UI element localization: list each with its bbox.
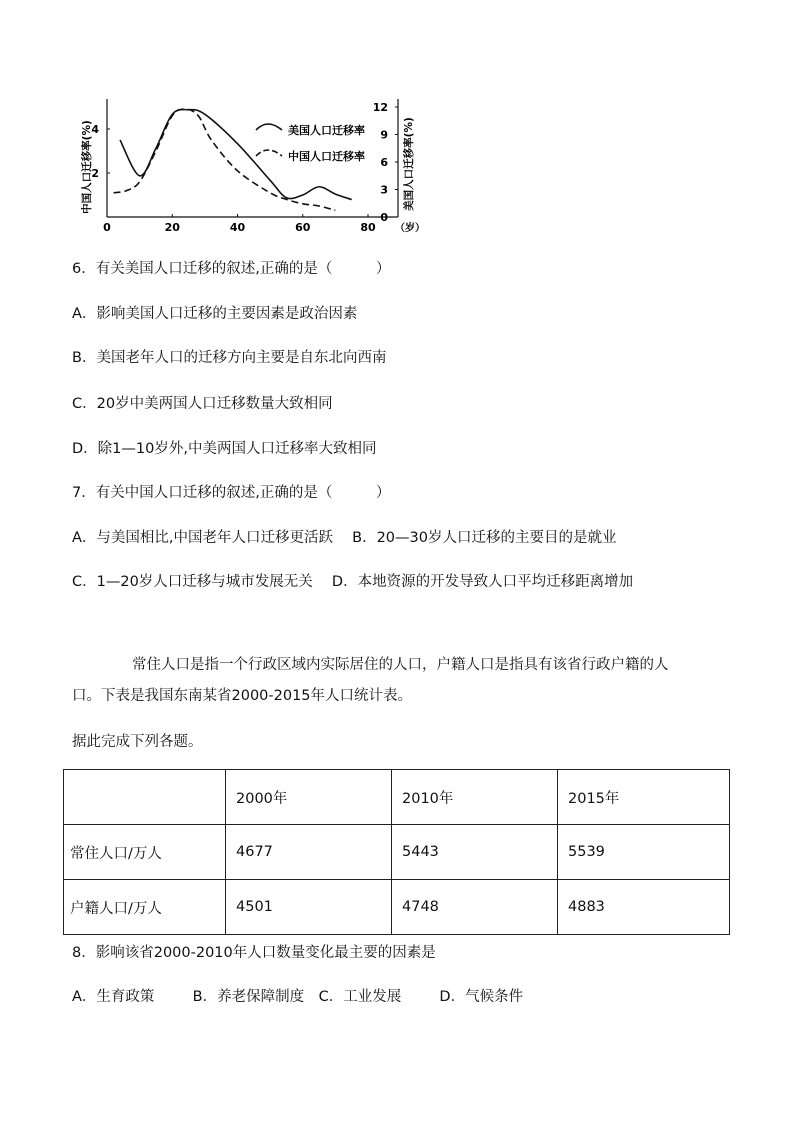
right-tick-label: 9 xyxy=(380,128,388,142)
table-cell: 户籍人口/万人 xyxy=(64,880,226,935)
table-cell: 4883 xyxy=(558,880,730,935)
legend-solid-sample xyxy=(256,124,282,130)
question-7-stem: 7．有关中国人口迁移的叙述,正确的是（ ） xyxy=(72,485,391,501)
legend-label-china: 中国人口迁移率 xyxy=(288,150,365,163)
table-cell: 5443 xyxy=(392,825,558,880)
right-tick-label: 12 xyxy=(372,101,388,114)
right-tick-label: 3 xyxy=(380,183,388,197)
legend-dashed-sample xyxy=(256,150,282,156)
table-header-row xyxy=(64,770,730,825)
population-table xyxy=(63,769,730,935)
table-header-cell: 2000年 xyxy=(226,770,392,825)
question-6-option-b: B．美国老年人口的迁移方向主要是自东北向西南 xyxy=(72,350,387,366)
left-tick-label: 4 xyxy=(91,123,99,136)
x-tick-label: 0 xyxy=(103,221,111,234)
question-6-stem: 6．有关美国人口迁移的叙述,正确的是（ ） xyxy=(72,261,391,277)
x-tick-label: 60 xyxy=(295,221,311,234)
table-header-cell: 2010年 xyxy=(392,770,558,825)
left-tick-label: 2 xyxy=(91,167,99,180)
right-tick-label: 0 xyxy=(380,211,388,224)
question-6-option-a: A．影响美国人口迁移的主要因素是政治因素 xyxy=(72,306,358,322)
table-header-cell xyxy=(64,770,226,825)
legend-label-usa: 美国人口迁移率 xyxy=(288,124,365,137)
question-8-options: A．生育政策 B．养老保障制度 C．工业发展 D．气候条件 xyxy=(72,989,524,1005)
left-axis-title: 中国人口迁移率(%) xyxy=(81,120,93,214)
table-cell: 4677 xyxy=(226,825,392,880)
table-cell: 4501 xyxy=(226,880,392,935)
x-axis-unit: （岁） xyxy=(395,223,425,234)
question-6-option-c: C．20岁中美两国人口迁移数量大致相同 xyxy=(72,396,333,412)
x-tick-label: 80 xyxy=(360,221,376,234)
table-cell: 4748 xyxy=(392,880,558,935)
table-cell: 常住人口/万人 xyxy=(64,825,226,880)
intro-line-2: 口。下表是我国东南某省2000-2015年人口统计表。 xyxy=(72,688,413,704)
x-tick-label: 20 xyxy=(164,221,180,234)
intro-line-1: 常住人口是指一个行政区域内实际居住的人口，户籍人口是指具有该省行政户籍的人 xyxy=(132,657,669,673)
intro-line-3: 据此完成下列各题。 xyxy=(72,734,203,750)
table-row xyxy=(64,825,730,880)
question-6-option-d: D．除1—10岁外,中美两国人口迁移率大致相同 xyxy=(72,441,377,457)
question-8-stem: 8．影响该省2000-2010年人口数量变化最主要的因素是 xyxy=(72,945,436,961)
table-row xyxy=(64,880,730,935)
question-7-options-cd: C．1—20岁人口迁移与城市发展无关 D．本地资源的开发导致人口平均迁移距离增加 xyxy=(72,574,634,590)
table-cell: 5539 xyxy=(558,825,730,880)
x-tick-label: 40 xyxy=(229,221,246,234)
right-tick-label: 6 xyxy=(380,156,388,169)
table-header-cell: 2015年 xyxy=(558,770,730,825)
right-axis-title: 美国人口迁移率(%) xyxy=(403,117,415,211)
migration-rate-chart xyxy=(70,98,430,240)
question-7-options-ab: A．与美国相比,中国老年人口迁移更活跃 B．20—30岁人口迁移的主要目的是就业 xyxy=(72,530,617,546)
